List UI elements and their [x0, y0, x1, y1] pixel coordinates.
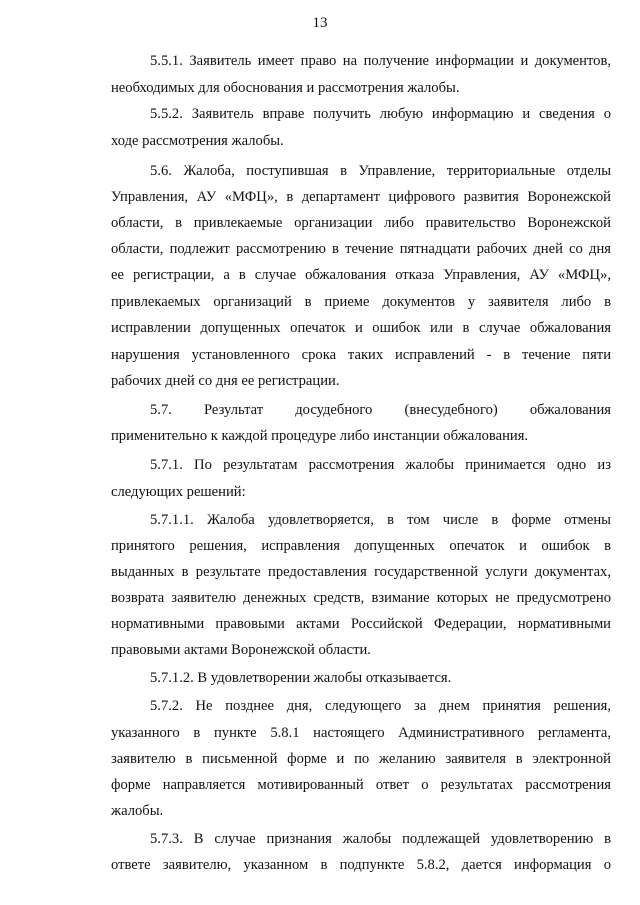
line-text: ее регистрации, а в случае обжалования отказа Управления, АУ «МФЦ»,: [111, 267, 611, 283]
text-line: [0, 452, 640, 478]
text-line: [0, 101, 640, 127]
text-line: [0, 507, 640, 533]
text-line: [0, 423, 640, 449]
text-line: [0, 798, 640, 824]
text-line: [0, 236, 640, 262]
text-line: [0, 289, 640, 315]
line-text: ходе рассмотрения жалобы.: [111, 133, 284, 149]
text-line: [0, 184, 640, 210]
text-line: [0, 128, 640, 154]
line-text: 5.7.3. В случае признания жалобы подлежащей удовлетворению в: [150, 831, 611, 847]
text-line: [0, 262, 640, 288]
text-line: [0, 852, 640, 878]
line-text: возврата заявителю денежных средств, взимание которых не предусмотрено: [111, 590, 611, 606]
line-text: нормативными правовыми актами Российской Федерации, нормативными: [111, 616, 611, 632]
line-text: 5.5.2. Заявитель вправе получить любую информацию и сведения о: [150, 106, 611, 122]
text-line: [0, 315, 640, 341]
text-line: [0, 611, 640, 637]
line-text: 5.7. Результат досудебного (внесудебного) обжалования: [150, 402, 611, 418]
line-text: выданных в результате предоставления государственной услуги документах,: [111, 564, 611, 580]
page-number: 13: [312, 15, 328, 31]
line-text: Управления, АУ «МФЦ», в департамент цифрового развития Воронежской: [111, 189, 611, 205]
line-text: 5.7.1.2. В удовлетворении жалобы отказывается.: [150, 670, 452, 686]
line-text: 5.6. Жалоба, поступившая в Управление, территориальные отделы: [150, 163, 611, 179]
text-line: [0, 158, 640, 184]
text-line: [0, 746, 640, 772]
text-line: [0, 533, 640, 559]
line-text: форме направляется мотивированный ответ о результатах рассмотрения: [111, 777, 611, 793]
line-text: 5.5.1. Заявитель имеет право на получение информации и документов,: [150, 53, 611, 69]
text-line: [0, 368, 640, 394]
text-line: [0, 585, 640, 611]
text-line: [0, 342, 640, 368]
line-text: применительно к каждой процедуре либо инстанции обжалования.: [111, 428, 529, 444]
line-text: правовыми актами Воронежской области.: [111, 642, 371, 658]
line-text: исправлении допущенных опечаток и ошибок или в случае обжалования: [111, 320, 611, 336]
line-text: рабочих дней со дня ее регистрации.: [111, 373, 340, 389]
line-text: области, в привлекаемые организации либо правительство Воронежской: [111, 215, 611, 231]
text-line: [0, 637, 640, 663]
line-text: необходимых для обоснования и рассмотрения жалобы.: [111, 80, 460, 96]
line-text: принятого решения, исправления допущенных опечаток и ошибок в: [111, 538, 611, 554]
line-text: 5.7.2. Не позднее дня, следующего за днем принятия решения,: [150, 698, 611, 714]
text-line: [0, 397, 640, 423]
line-text: 5.7.1. По результатам рассмотрения жалобы принимается одно из: [150, 457, 611, 473]
line-text: заявителю в письменной форме и по желанию заявителя в электронной: [111, 751, 611, 767]
text-line: [0, 720, 640, 746]
text-line: [0, 665, 640, 691]
text-line: [0, 48, 640, 74]
line-text: жалобы.: [111, 803, 164, 819]
line-text: ответе заявителю, указанном в подпункте 5.8.2, дается информация о: [111, 857, 611, 873]
line-text: следующих решений:: [111, 484, 246, 500]
text-line: [0, 479, 640, 505]
line-text: области, подлежит рассмотрению в течение пятнадцати рабочих дней со дня: [111, 241, 611, 257]
text-line: [0, 75, 640, 101]
text-line: [0, 693, 640, 719]
text-line: [0, 210, 640, 236]
line-text: привлекаемых организаций в приеме документов у заявителя либо в: [111, 294, 611, 310]
line-text: указанного в пункте 5.8.1 настоящего Административного регламента,: [111, 725, 611, 741]
line-text: 5.7.1.1. Жалоба удовлетворяется, в том числе в форме отмены: [150, 512, 611, 528]
line-text: нарушения установленного срока таких исправлений - в течение пяти: [111, 347, 611, 363]
text-line: [0, 559, 640, 585]
text-line: [0, 772, 640, 798]
text-line: [0, 826, 640, 852]
